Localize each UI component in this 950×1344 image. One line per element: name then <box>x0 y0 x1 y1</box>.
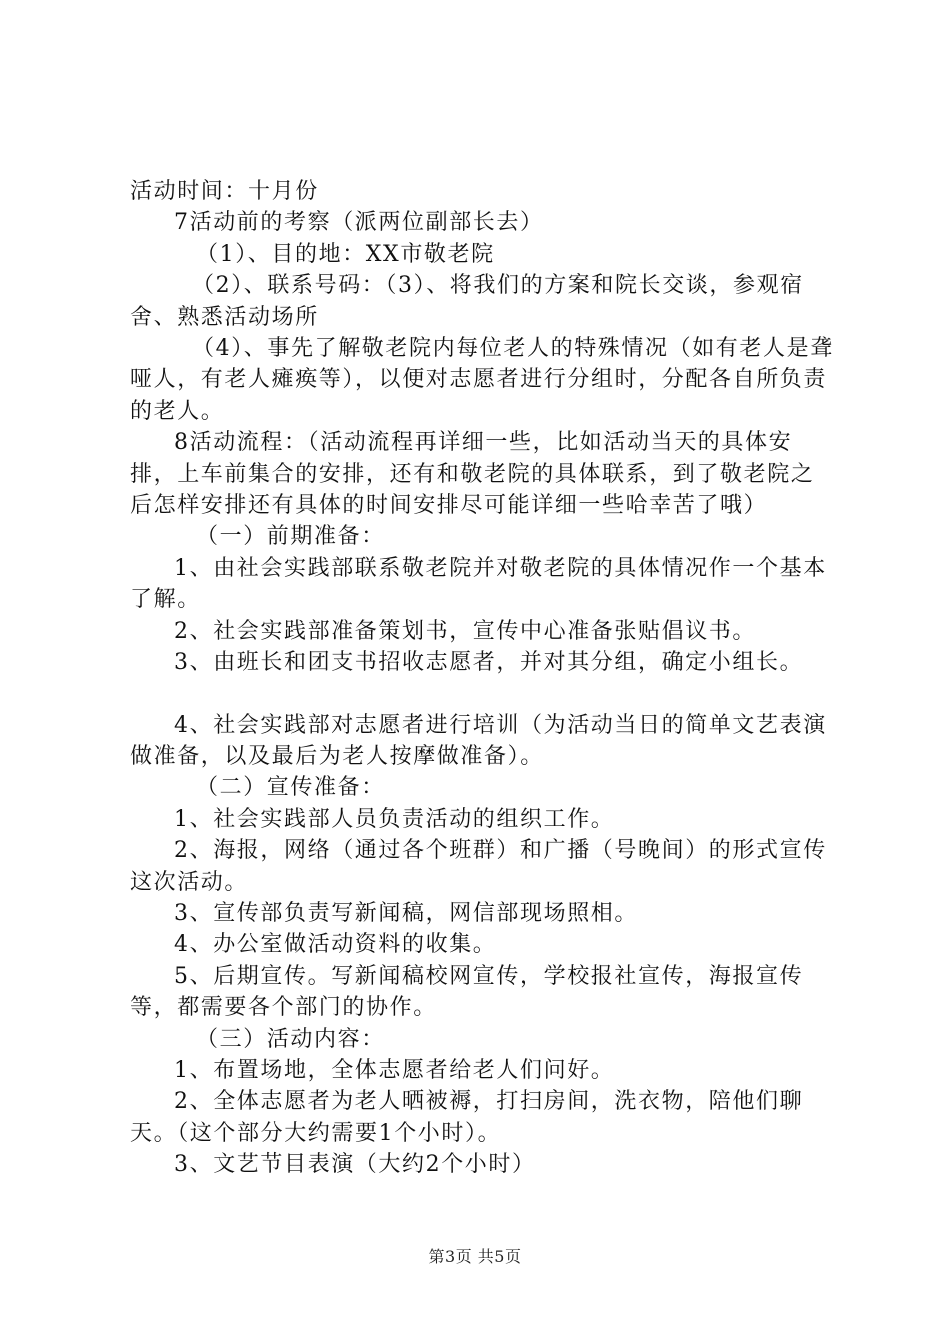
paragraph-content-2: 2、全体志愿者为老人晒被褥，打扫房间，洗衣物，陪他们聊天。（这个部分大约需要1个小时）。 <box>130 1089 804 1146</box>
paragraph-publicity-2: 2、海报，网络（通过各个班群）和广播（号晚间）的形式宣传这次活动。 <box>130 838 827 895</box>
document-body <box>130 176 835 1181</box>
page-number-footer: 第3页 共5页 <box>428 1247 522 1266</box>
paragraph-prep-3: 3、由班长和团支书招收志愿者，并对其分组，确定小组长。 <box>174 650 804 676</box>
paragraph-elder-situation: （4）、事先了解敬老院内每位老人的特殊情况（如有老人是聋哑人，有老人瘫痪等），以便对志愿者进行分组时，分配各自所负责的老人。 <box>130 336 834 424</box>
paragraph-publicity-3: 3、宣传部负责写新闻稿，网信部现场照相。 <box>174 900 638 926</box>
paragraph-content-heading: （三）活动内容： <box>196 1026 385 1052</box>
paragraph-process-heading: 8活动流程：（活动流程再详细一些，比如活动当天的具体安排，上车前集合的安排，还有和敬老院的具体联系，到了敬老院之后怎样安排还有具体的时间安排尽可能详细一些哈幸苦了哦） <box>130 430 815 519</box>
paragraph-prep-4: 4、社会实践部对志愿者进行培训（为活动当日的简单文艺表演做准备，以及最后为老人按摩做准备）。 <box>130 712 827 769</box>
paragraph-prep-2: 2、社会实践部准备策划书，宣传中心准备张贴倡议书。 <box>174 618 756 644</box>
paragraph-inspection-heading: 7活动前的考察（派两位副部长去） <box>174 210 544 236</box>
paragraph-preparation-heading: （一）前期准备： <box>196 524 385 550</box>
paragraph-publicity-heading: （二）宣传准备： <box>196 775 385 801</box>
paragraph-publicity-1: 1、社会实践部人员负责活动的组织工作。 <box>174 806 615 832</box>
paragraph-content-3: 3、文艺节目表演（大约2个小时） <box>174 1152 536 1178</box>
paragraph-destination: （1）、目的地：XX市敬老院 <box>196 241 495 267</box>
paragraph-content-1: 1、布置场地，全体志愿者给老人们问好。 <box>174 1057 615 1083</box>
paragraph-spacer <box>130 679 835 710</box>
paragraph-publicity-4: 4、办公室做活动资料的收集。 <box>174 932 497 958</box>
paragraph-activity-time: 活动时间：十月份 <box>130 179 319 204</box>
paragraph-prep-1: 1、由社会实践部联系敬老院并对敬老院的具体情况作一个基本了解。 <box>130 555 827 613</box>
paragraph-contact: （2）、联系号码：（3）、将我们的方案和院长交谈，参观宿舍、熟悉活动场所 <box>130 273 804 330</box>
paragraph-publicity-5: 5、后期宣传。写新闻稿校网宣传，学校报社宣传，海报宣传等，都需要各个部门的协作。 <box>130 963 804 1021</box>
